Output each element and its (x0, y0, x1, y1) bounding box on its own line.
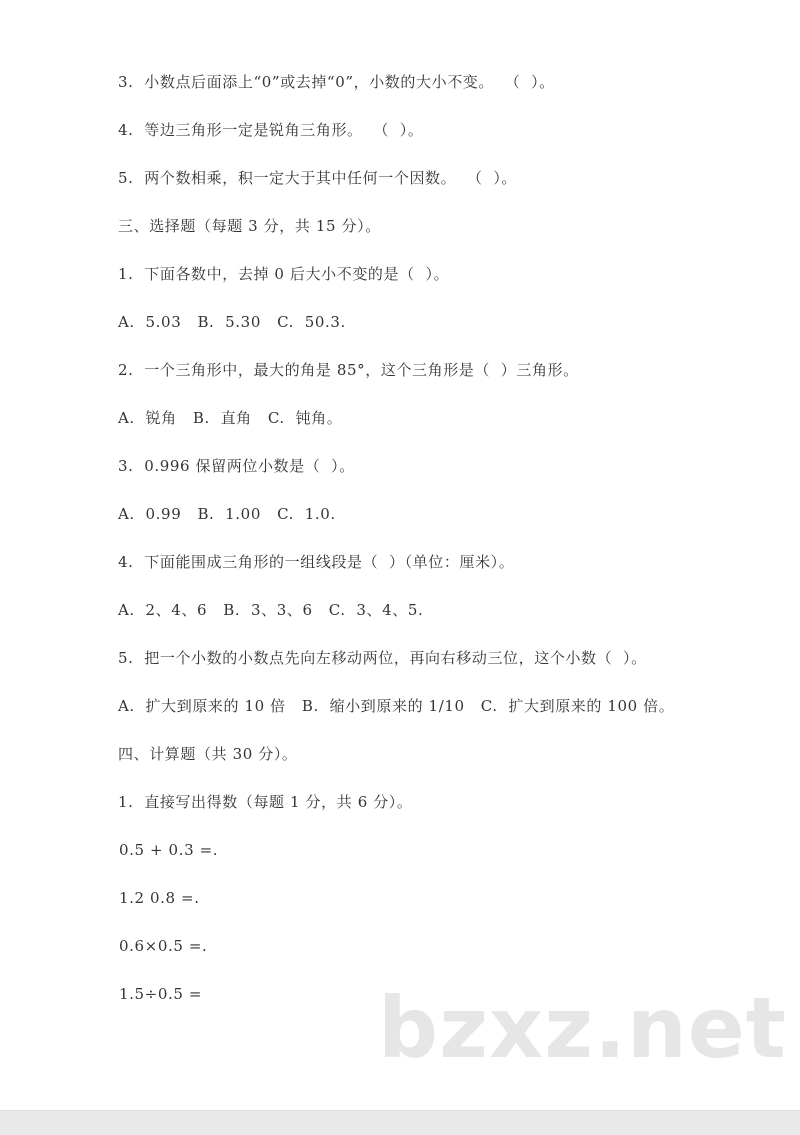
question-choice-2: 2. 一个三角形中，最大的角是 85°，这个三角形是（ ）三角形。 (118, 361, 579, 379)
calculation-item-1: 0.5 + 0.3 =. (119, 841, 219, 859)
calculation-item-2: 1.2 0.8 =. (119, 889, 200, 907)
options-choice-3: A. 0.99 B. 1.00 C. 1.0. (118, 505, 336, 523)
options-choice-2: A. 锐角 B. 直角 C. 钝角。 (118, 409, 343, 427)
calculation-item-3: 0.6×0.5 =. (119, 937, 208, 955)
page-bottom-bar (0, 1110, 800, 1135)
calculation-item-4: 1.5÷0.5 = (119, 985, 203, 1003)
question-true-false-5: 5. 两个数相乘，积一定大于其中任何一个因数。 （ ）。 (118, 169, 518, 187)
question-true-false-3: 3. 小数点后面添上“0”或去掉“0”，小数的大小不变。 （ ）。 (118, 73, 555, 91)
question-choice-4: 4. 下面能围成三角形的一组线段是（ ）（单位：厘米）。 (118, 553, 515, 571)
options-choice-5: A. 扩大到原来的 10 倍 B. 缩小到原来的 1/10 C. 扩大到原来的 100 倍。 (118, 697, 675, 715)
question-choice-5: 5. 把一个小数的小数点先向左移动两位，再向右移动三位，这个小数（ ）。 (118, 649, 647, 667)
options-choice-1: A. 5.03 B. 5.30 C. 50.3. (118, 313, 346, 331)
watermark-logo: bzxz.net (378, 979, 787, 1077)
options-choice-4: A. 2、4、6 B. 3、3、6 C. 3、4、5. (118, 601, 424, 619)
question-true-false-4: 4. 等边三角形一定是锐角三角形。 （ ）。 (118, 121, 424, 139)
question-calculation-1: 1. 直接写出得数（每题 1 分，共 6 分）。 (118, 793, 413, 811)
section-heading-multiple-choice: 三、选择题（每题 3 分，共 15 分）。 (118, 217, 381, 235)
question-choice-3: 3. 0.996 保留两位小数是（ ）。 (118, 457, 355, 475)
question-choice-1: 1. 下面各数中，去掉 0 后大小不变的是（ ）。 (118, 265, 450, 283)
section-heading-calculation: 四、计算题（共 30 分）。 (118, 745, 298, 763)
